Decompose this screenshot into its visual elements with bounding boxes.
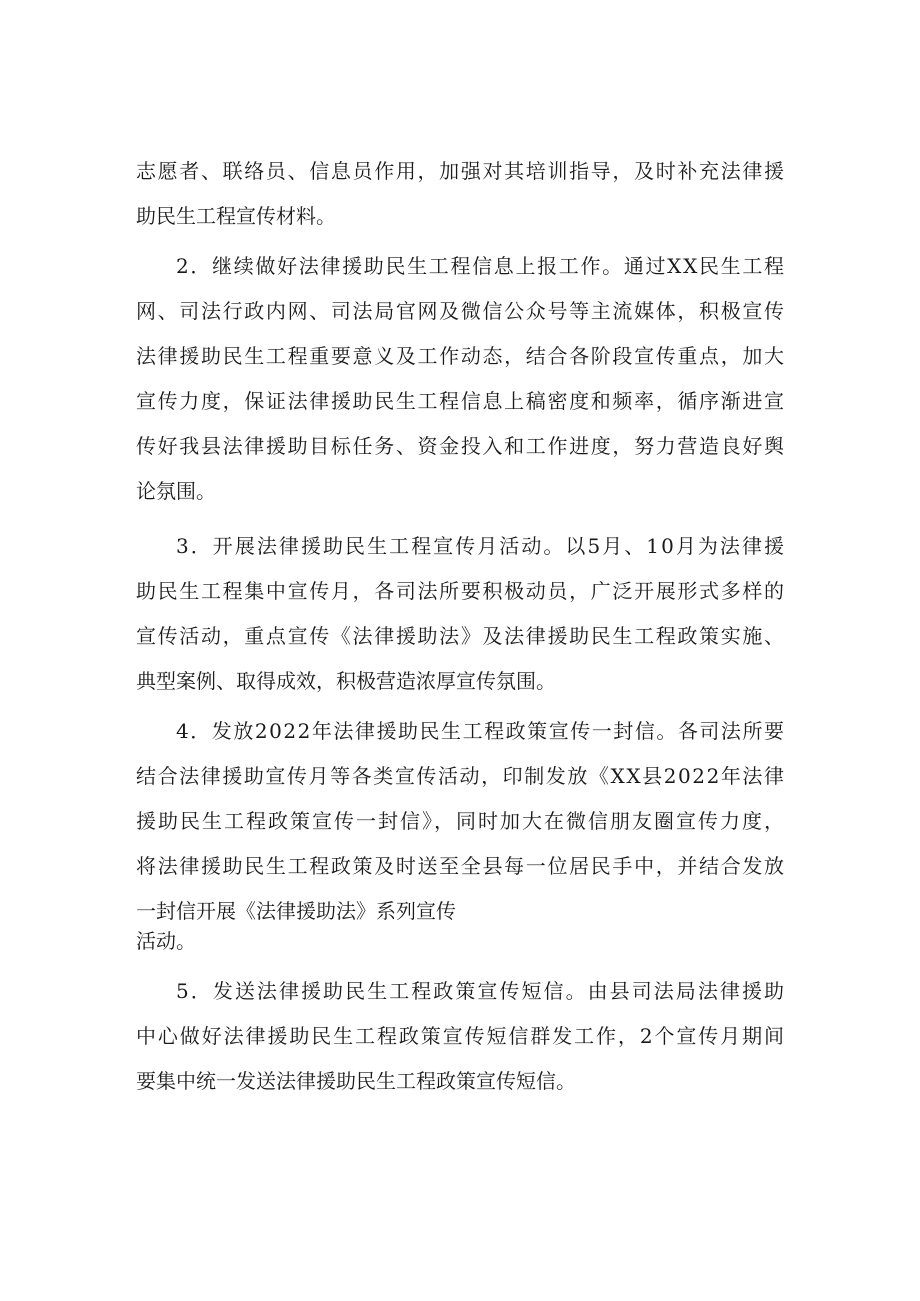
text-line: 5．发送法律援助民生工程政策宣传短信。由县司法局法律援助 [176, 979, 787, 1003]
text-line: 助民生工程宣传材料。 [136, 204, 336, 228]
text-line: 宣传力度，保证法律援助民生工程信息上稿密度和频率，循序渐进宣 [136, 389, 786, 413]
text-line: 志愿者、联络员、信息员作用，加强对其培训指导，及时补充法律援 [136, 159, 786, 183]
text-line: 将法律援助民生工程政策及时送至全县每一位居民手中，并结合发放 [136, 854, 786, 878]
text-line: 结合法律援助宣传月等各类宣传活动，印制发放《XX县2022年法律 [136, 764, 786, 788]
text-line: 活动。 [136, 929, 196, 953]
text-line: 助民生工程集中宣传月，各司法所要积极动员，广泛开展形式多样的 [136, 579, 786, 603]
text-line: 中心做好法律援助民生工程政策宣传短信群发工作，2个宣传月期间 [136, 1024, 786, 1048]
text-line: 论氛围。 [136, 479, 216, 503]
text-line: 要集中统一发送法律援助民生工程政策宣传短信。 [136, 1069, 576, 1093]
text-line: 援助民生工程政策宣传一封信》，同时加大在微信朋友圈宣传力度， [136, 809, 786, 833]
text-line: 法律援助民生工程重要意义及工作动态，结合各阶段宣传重点，加大 [136, 344, 786, 368]
text-line: 典型案例、取得成效，积极营造浓厚宣传氛围。 [136, 669, 556, 693]
text-line: 2．继续做好法律援助民生工程信息上报工作。通过XX民生工程 [176, 254, 786, 278]
text-line: 网、司法行政内网、司法局官网及微信公众号等主流媒体，积极宣传 [136, 299, 786, 323]
text-line: 传好我县法律援助目标任务、资金投入和工作进度，努力营造良好舆 [136, 434, 786, 458]
text-line: 一封信开展《法律援助法》系列宣传 [136, 899, 456, 923]
text-line: 4．发放2022年法律援助民生工程政策宣传一封信。各司法所要 [176, 719, 786, 743]
text-line: 宣传活动，重点宣传《法律援助法》及法律援助民生工程政策实施、 [136, 624, 786, 648]
text-line: 3．开展法律援助民生工程宣传月活动。以5月、10月为法律援 [176, 534, 787, 558]
